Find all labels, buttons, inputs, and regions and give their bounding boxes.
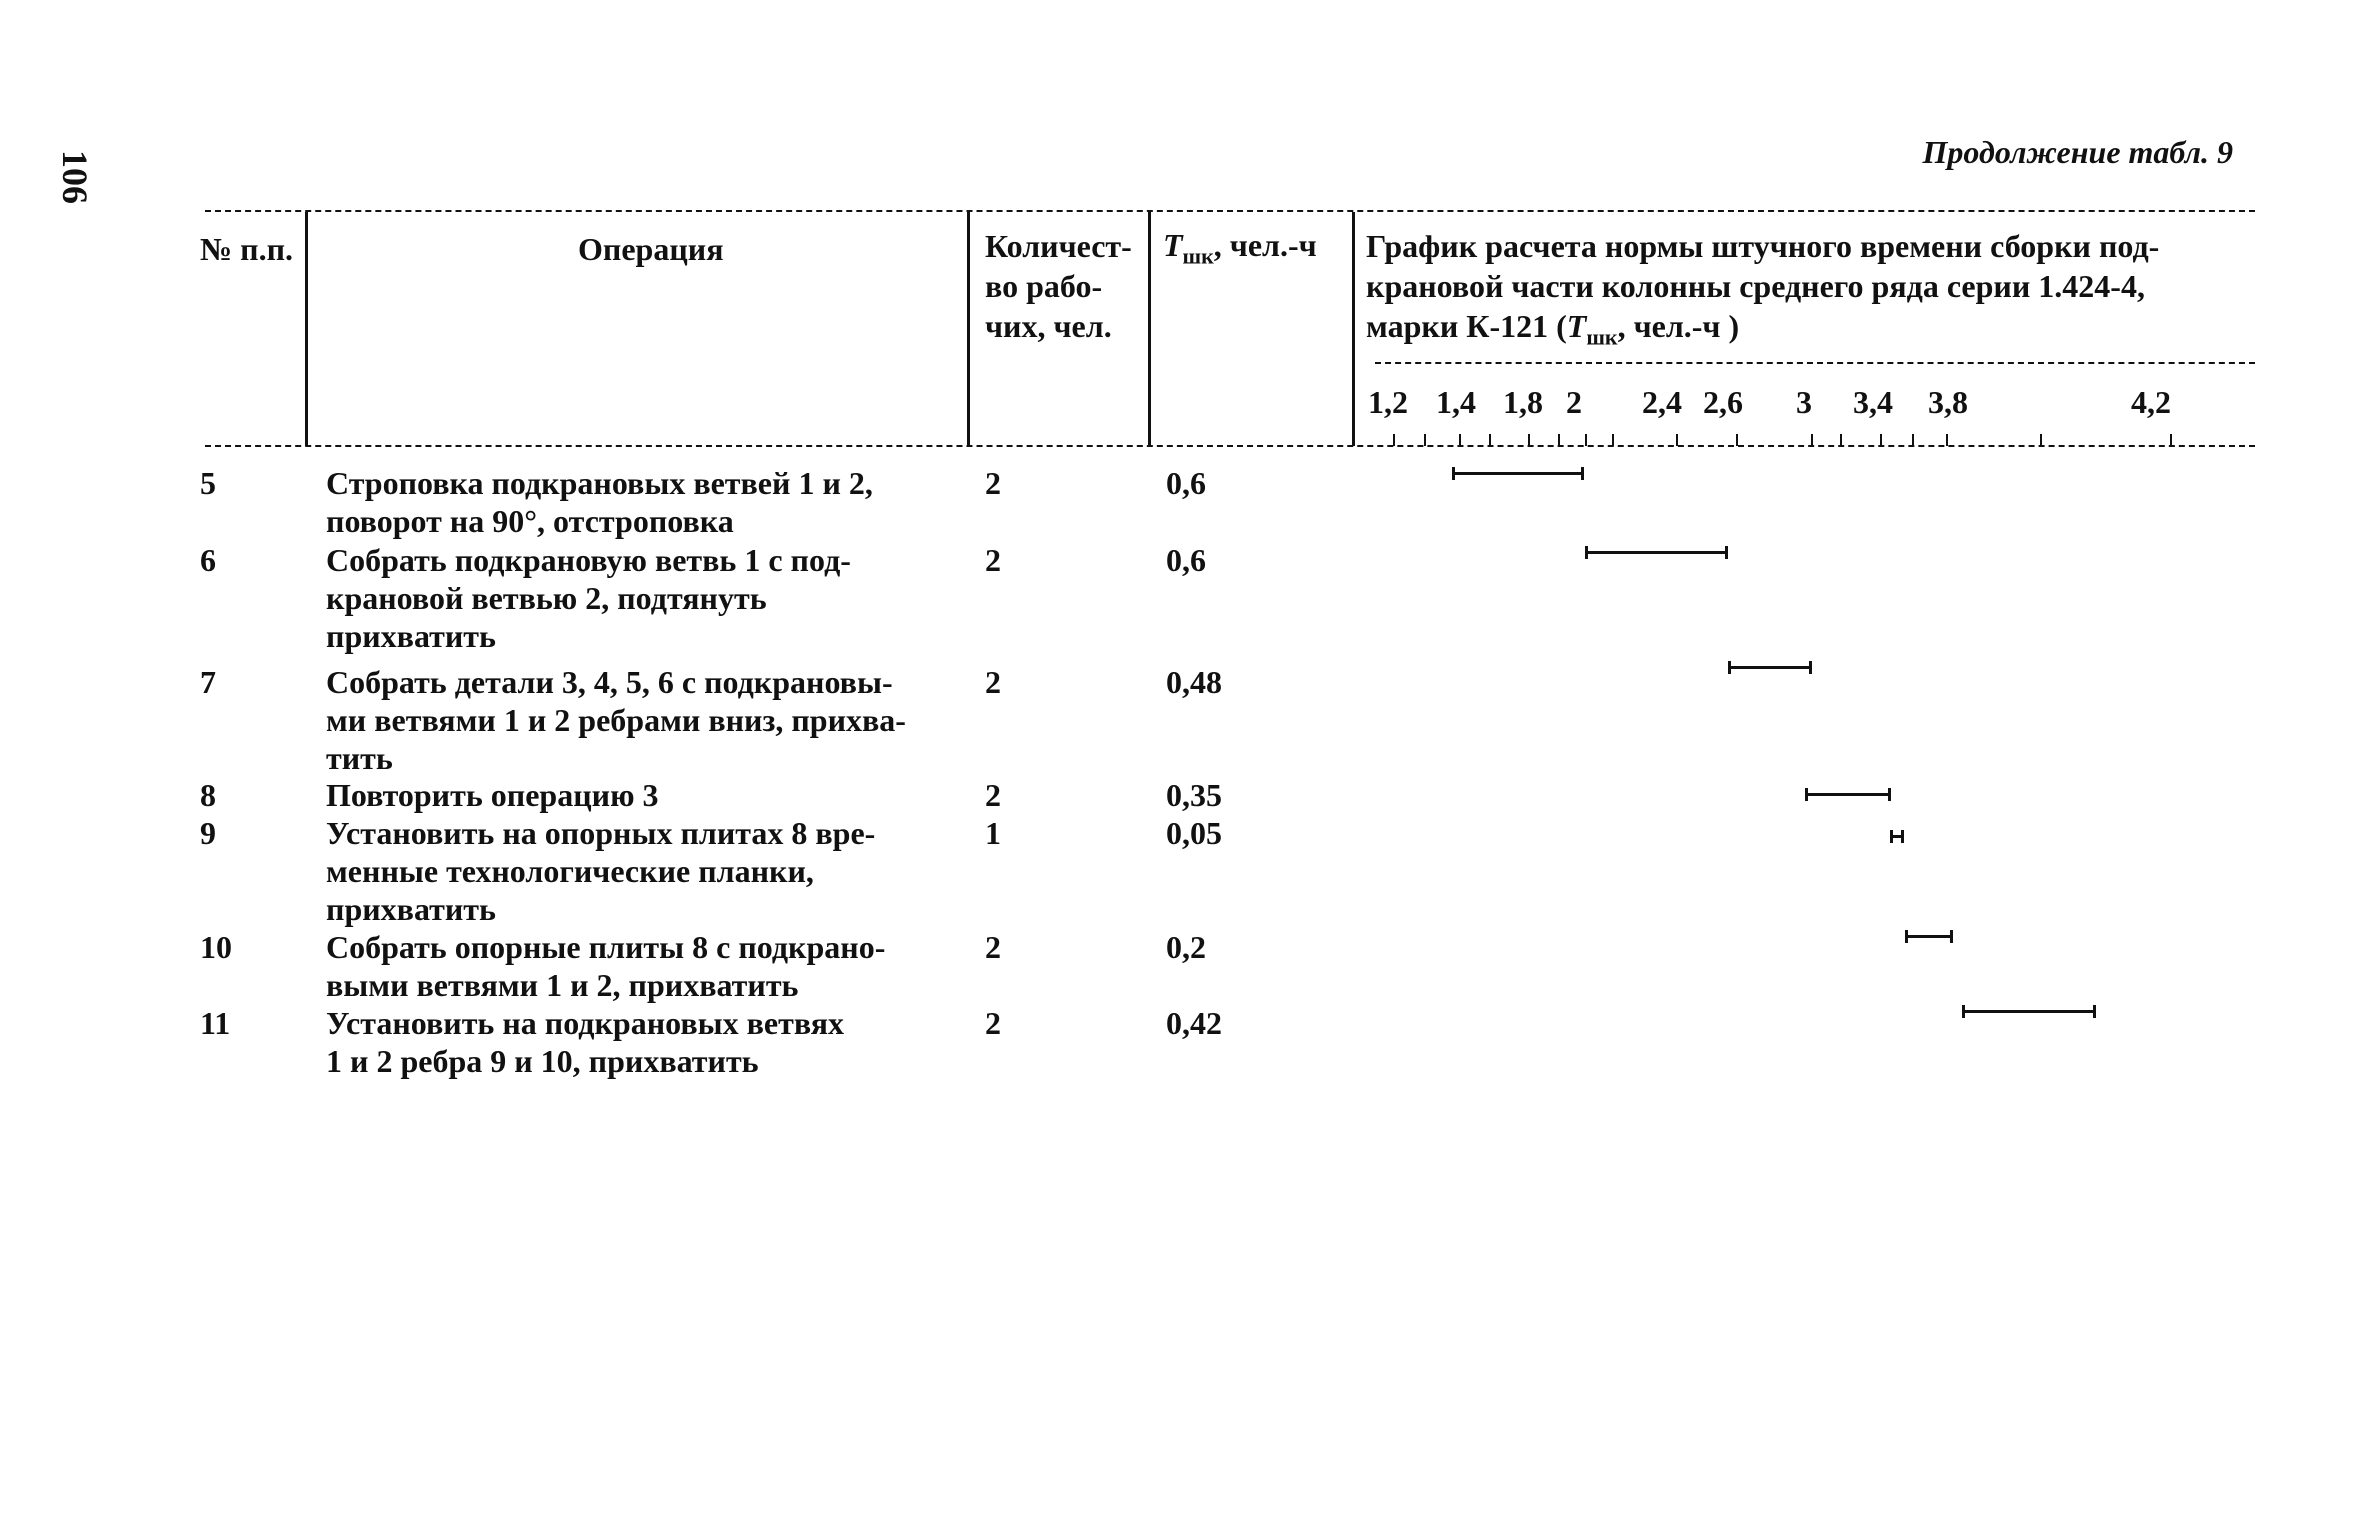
- scale-tick: [1393, 434, 1395, 446]
- gantt-bar: [1962, 1010, 2096, 1013]
- scale-tick: [2040, 434, 2042, 446]
- scale-tick: [2170, 434, 2172, 446]
- scale-label: 1,8: [1503, 384, 1543, 420]
- scale-tick: [1558, 434, 1560, 446]
- row-time: 0,05: [1166, 815, 1222, 851]
- row-time: 0,48: [1166, 664, 1222, 700]
- row-workers: 2: [985, 664, 1001, 700]
- row-workers: 2: [985, 929, 1001, 965]
- row-workers: 2: [985, 465, 1001, 501]
- row-num: 7: [200, 664, 216, 700]
- row-operation: Установить на подкрановых ветвях 1 и 2 ребра 9 и 10, прихватить: [326, 1005, 844, 1079]
- row-workers: 2: [985, 777, 1001, 813]
- col-divider-3: [1148, 212, 1151, 446]
- row-time: 0,6: [1166, 465, 1206, 501]
- row-num: 9: [200, 815, 216, 851]
- scale-tick: [1676, 434, 1678, 446]
- row-operation: Повторить операцию 3: [326, 777, 659, 813]
- scale-tick: [1585, 434, 1587, 446]
- row-num: 8: [200, 777, 216, 813]
- row-operation: Собрать подкрановую ветвь 1 с под- крановой ветвью 2, подтянуть прихватить: [326, 542, 851, 654]
- header-chart-title: График расчета нормы штучного времени сборки под- крановой части колонны среднего ряда серии 1.424-4, марки К-121 ($T_{шк}$, чел.-ч ): [1366, 228, 2160, 350]
- scale-tick: [1811, 434, 1813, 446]
- row-time: 0,42: [1166, 1005, 1222, 1041]
- gantt-bar: [1452, 472, 1584, 475]
- row-operation: Собрать опорные плиты 8 с подкрано- выми ветвями 1 и 2, прихватить: [326, 929, 886, 1003]
- row-workers: 2: [985, 1005, 1001, 1041]
- scale-tick: [1736, 434, 1738, 446]
- row-time: 0,6: [1166, 542, 1206, 578]
- row-time: 0,35: [1166, 777, 1222, 813]
- scale-label: 1,2: [1368, 384, 1408, 420]
- scale-tick: [1840, 434, 1842, 446]
- scale-label: 2,4: [1642, 384, 1682, 420]
- row-operation: Собрать детали 3, 4, 5, 6 с подкрановы- ми ветвями 1 и 2 ребрами вниз, прихва- тить: [326, 664, 906, 776]
- col-divider-1: [305, 212, 308, 446]
- gantt-bar: [1890, 835, 1904, 838]
- scale-tick: [1424, 434, 1426, 446]
- chart-scale-rule: [1375, 362, 2255, 364]
- row-num: 5: [200, 465, 216, 501]
- page-number: 106: [55, 150, 95, 204]
- header-operation: Операция: [578, 231, 724, 267]
- row-num: 6: [200, 542, 216, 578]
- header-num: № п.п.: [200, 231, 294, 267]
- scale-tick: [1612, 434, 1614, 446]
- scale-label: 2: [1566, 384, 1582, 420]
- continuation-label: Продолжение табл. 9: [1922, 134, 2233, 170]
- scale-label: 3,8: [1928, 384, 1968, 420]
- scale-tick: [1459, 434, 1461, 446]
- row-num: 11: [200, 1005, 231, 1041]
- col-divider-2: [967, 212, 970, 446]
- gantt-bar: [1728, 666, 1812, 669]
- row-operation: Строповка подкрановых ветвей 1 и 2, поворот на 90°, отстроповка: [326, 465, 873, 539]
- row-workers: 1: [985, 815, 1001, 851]
- header-top-rule: [205, 210, 2255, 212]
- scale-tick: [1912, 434, 1914, 446]
- scale-label: 1,4: [1436, 384, 1476, 420]
- gantt-bar: [1585, 551, 1728, 554]
- scale-tick: [1528, 434, 1530, 446]
- scale-label: 2,6: [1703, 384, 1743, 420]
- scale-tick: [1880, 434, 1882, 446]
- scale-label: 4,2: [2131, 384, 2171, 420]
- row-workers: 2: [985, 542, 1001, 578]
- row-time: 0,2: [1166, 929, 1206, 965]
- scale-label: 3,4: [1853, 384, 1893, 420]
- header-workers: Количест- во рабо- чих, чел.: [985, 228, 1132, 344]
- scale-tick: [1946, 434, 1948, 446]
- col-divider-4: [1352, 212, 1355, 446]
- scale-tick: [1489, 434, 1491, 446]
- row-num: 10: [200, 929, 232, 965]
- gantt-bar: [1905, 935, 1953, 938]
- scale-label: 3: [1796, 384, 1812, 420]
- row-operation: Установить на опорных плитах 8 вре- менные технологические планки, прихватить: [326, 815, 876, 927]
- header-time: $T_{шк}$, чел.-ч: [1163, 227, 1317, 269]
- gantt-bar: [1805, 793, 1891, 796]
